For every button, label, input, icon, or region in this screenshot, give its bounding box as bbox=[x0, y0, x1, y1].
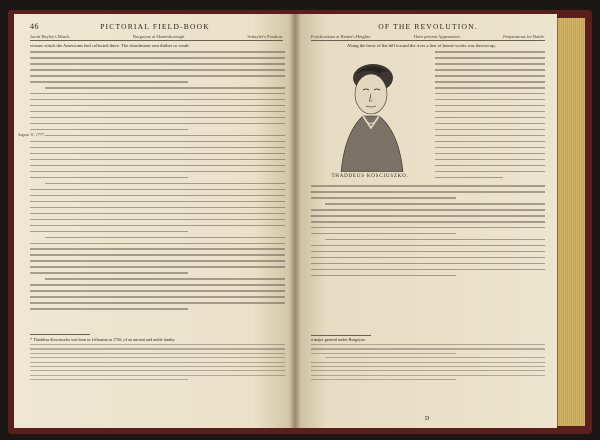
text-line bbox=[30, 93, 285, 95]
text-line bbox=[311, 209, 545, 211]
text-line bbox=[30, 266, 285, 268]
text-line bbox=[30, 195, 285, 197]
text-line bbox=[30, 379, 188, 380]
text-line bbox=[30, 284, 285, 286]
text-line bbox=[30, 51, 285, 53]
left-running-head bbox=[30, 22, 283, 31]
text-line bbox=[30, 353, 285, 354]
text-line bbox=[30, 357, 285, 358]
left-footnote-rule bbox=[30, 334, 90, 335]
text-line bbox=[435, 135, 545, 137]
text-line bbox=[325, 357, 545, 358]
text-line bbox=[435, 75, 545, 77]
text-line bbox=[311, 251, 545, 253]
text-line bbox=[435, 141, 545, 143]
text-line bbox=[30, 105, 285, 107]
text-line bbox=[311, 344, 545, 345]
text-line bbox=[311, 233, 456, 235]
right-page bbox=[295, 14, 557, 428]
text-line bbox=[435, 51, 545, 53]
right-footnote-rule bbox=[311, 335, 371, 336]
text-line bbox=[30, 201, 285, 203]
portrait-caption: THADDEUS KOSCIUSZKO. bbox=[331, 174, 409, 179]
text-line bbox=[30, 159, 285, 161]
text-line bbox=[30, 370, 285, 371]
text-line bbox=[311, 263, 545, 265]
right-body-text-wide bbox=[311, 185, 545, 281]
text-line bbox=[311, 348, 545, 349]
text-line bbox=[30, 344, 285, 345]
text-line bbox=[30, 129, 188, 131]
text-line bbox=[45, 278, 285, 280]
text-line bbox=[30, 63, 285, 65]
text-line bbox=[30, 111, 285, 113]
text-line bbox=[30, 81, 188, 83]
text-line bbox=[435, 81, 545, 83]
text-line bbox=[311, 191, 545, 193]
text-line bbox=[30, 375, 285, 376]
text-line bbox=[30, 296, 285, 298]
text-line bbox=[311, 275, 456, 277]
left-body-text bbox=[30, 51, 285, 314]
text-line bbox=[311, 370, 545, 371]
left-sub-head bbox=[30, 34, 283, 41]
text-line bbox=[435, 153, 545, 155]
text-line bbox=[311, 221, 545, 223]
text-line bbox=[311, 379, 456, 380]
text-line bbox=[311, 197, 456, 199]
left-sub-head-left: Jacob Bayley's March. bbox=[30, 34, 71, 39]
gilt-fore-edge bbox=[557, 18, 585, 426]
text-line bbox=[435, 123, 545, 125]
page-number: 46 bbox=[30, 22, 39, 31]
text-line bbox=[30, 141, 285, 143]
text-line bbox=[435, 105, 545, 107]
text-line bbox=[311, 257, 545, 259]
text-line bbox=[325, 239, 545, 241]
text-line bbox=[435, 63, 545, 65]
text-line bbox=[30, 75, 285, 77]
text-line bbox=[30, 207, 285, 209]
right-sub-head-mid: Their present Appearance. bbox=[413, 34, 461, 39]
right-body-text-narrow bbox=[435, 51, 545, 183]
text-line bbox=[30, 147, 285, 149]
text-line bbox=[311, 215, 545, 217]
text-line bbox=[30, 272, 188, 274]
text-line bbox=[435, 159, 545, 161]
text-line bbox=[30, 225, 285, 227]
text-line bbox=[45, 237, 285, 239]
text-line bbox=[30, 213, 285, 215]
left-sub-head-right: Schuyler's Position. bbox=[247, 34, 283, 39]
text-line bbox=[435, 99, 545, 101]
text-line bbox=[311, 269, 545, 271]
text-line bbox=[311, 375, 545, 376]
left-page bbox=[14, 14, 295, 428]
text-line bbox=[30, 254, 285, 256]
text-line bbox=[435, 87, 545, 89]
left-footnote-lines bbox=[30, 344, 285, 383]
text-line bbox=[435, 129, 545, 131]
right-footnote-text: a major general under Burgoyne. bbox=[311, 337, 367, 342]
kosciuszko-portrait-engraving bbox=[311, 44, 429, 172]
text-line bbox=[30, 123, 285, 125]
left-running-title: PICTORIAL FIELD-BOOK bbox=[100, 22, 210, 31]
text-line bbox=[435, 165, 545, 167]
left-footnote-text: * Thaddeus Kosciuszko was born in Lithuania in 1756, of an ancient and noble family. bbox=[30, 337, 176, 342]
text-line bbox=[325, 203, 545, 205]
text-line bbox=[311, 353, 456, 354]
text-line bbox=[30, 117, 285, 119]
left-margin-note: August 11, 1777. bbox=[18, 132, 45, 137]
text-line bbox=[30, 260, 285, 262]
text-line bbox=[45, 183, 285, 185]
text-line bbox=[435, 57, 545, 59]
text-line bbox=[30, 165, 285, 167]
text-line bbox=[435, 93, 545, 95]
text-line bbox=[311, 366, 545, 367]
text-line bbox=[30, 99, 285, 101]
text-line bbox=[311, 245, 545, 247]
text-line bbox=[30, 366, 285, 367]
right-sub-head bbox=[311, 34, 545, 41]
left-opening-text: visions which the Americans had collected there. The detachment sent thither so weak- bbox=[30, 43, 190, 48]
text-line bbox=[435, 69, 545, 71]
text-line bbox=[30, 231, 188, 233]
text-line bbox=[311, 185, 545, 187]
text-line bbox=[30, 243, 285, 245]
text-line bbox=[30, 177, 188, 179]
text-line bbox=[435, 171, 545, 173]
text-line bbox=[311, 362, 545, 363]
right-running-head bbox=[311, 22, 545, 31]
right-opening-text: Along the brow of the hill toward the river a line of breast-works was thrown up, bbox=[347, 43, 496, 48]
right-running-title: OF THE REVOLUTION. bbox=[378, 22, 478, 31]
right-sub-head-right: Preparations for Battle. bbox=[503, 34, 545, 39]
text-line bbox=[30, 362, 285, 363]
text-line bbox=[30, 290, 285, 292]
text-line bbox=[30, 219, 285, 221]
text-line bbox=[30, 189, 285, 191]
text-line bbox=[435, 117, 545, 119]
book-gutter-shadow bbox=[289, 14, 301, 428]
text-line bbox=[435, 177, 503, 179]
text-line bbox=[30, 248, 285, 250]
text-line bbox=[30, 153, 285, 155]
text-line bbox=[45, 135, 285, 137]
left-sub-head-mid: Burgoyne at Skenesborough. bbox=[133, 34, 186, 39]
text-line bbox=[30, 57, 285, 59]
text-line bbox=[45, 87, 285, 89]
text-line bbox=[435, 111, 545, 113]
text-line bbox=[30, 171, 285, 173]
text-line bbox=[30, 69, 285, 71]
text-line bbox=[30, 308, 188, 310]
text-line bbox=[435, 147, 545, 149]
right-sub-head-left: Fortifications at Bemis's Heights. bbox=[311, 34, 372, 39]
text-line bbox=[311, 227, 545, 229]
text-line bbox=[30, 302, 285, 304]
signature-mark: D bbox=[425, 416, 430, 422]
right-footnote-lines bbox=[311, 344, 545, 383]
text-line bbox=[30, 348, 285, 349]
